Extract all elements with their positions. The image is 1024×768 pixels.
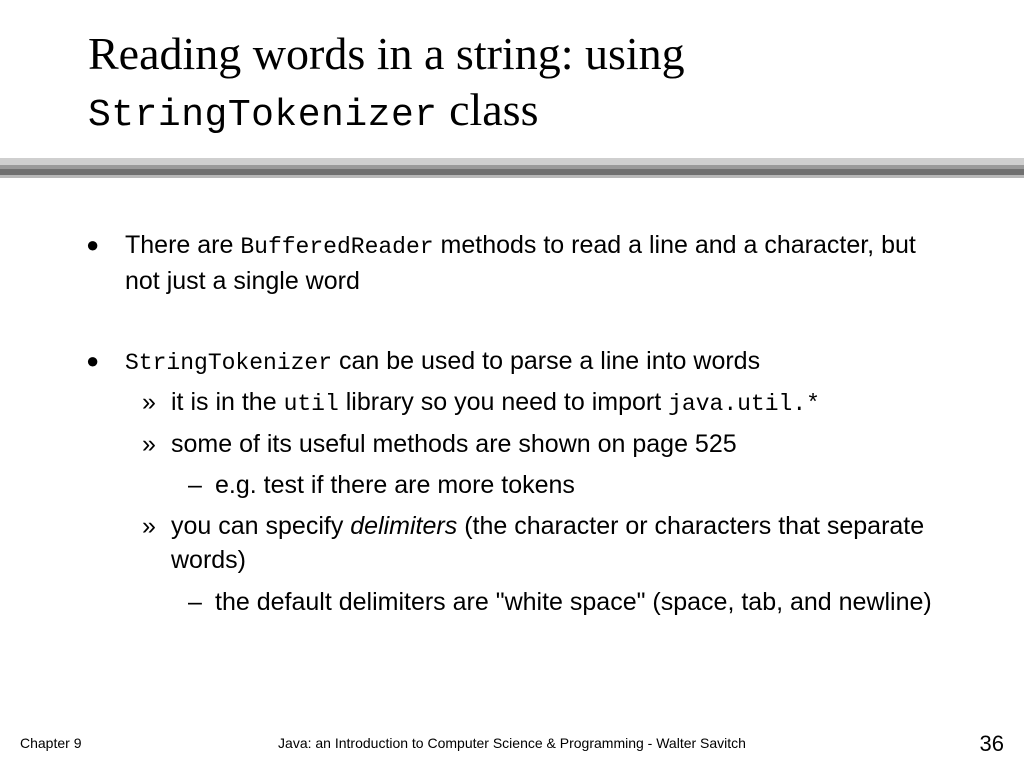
sub-sub-bullet-text: the default delimiters are "white space" (space, tab, and newline): [215, 588, 932, 616]
sub-sub-bullet-text: e.g. test if there are more tokens: [215, 471, 575, 499]
bullet-text: methods to read a line and a character, but not just a single word: [125, 231, 916, 295]
bullet-text: There are: [125, 231, 241, 259]
sub-bullet-chevron-icon: »: [142, 430, 156, 458]
sub-bullet-code: util: [283, 391, 339, 417]
sub-bullet-text: library so you need to import: [338, 388, 669, 416]
bullet-code: BufferedReader: [240, 234, 434, 260]
bullet-item: [86, 228, 925, 298]
sub-bullet-item: [142, 385, 951, 421]
bullet-code: StringTokenizer: [125, 350, 333, 376]
sub-bullet-item: [142, 509, 951, 577]
title-line-1: Reading words in a string: using: [88, 28, 685, 79]
sub-bullet-text: some of its useful methods are shown on page 525: [171, 430, 737, 458]
title-code: StringTokenizer: [88, 94, 438, 137]
sub-bullet-text: you can specify: [171, 512, 351, 540]
sub-bullet-text: (the character or characters that separate words): [171, 512, 925, 574]
bullet-dot-icon: ●: [86, 232, 100, 257]
sub-bullet-item: [142, 427, 951, 461]
bullet-dot-icon: ●: [86, 348, 100, 373]
footer-book-title: Java: an Introduction to Computer Science & Programming - Walter Savitch: [278, 735, 746, 751]
sub-bullet-text: it is in the: [171, 388, 284, 416]
title-tail: class: [437, 84, 539, 135]
sub-bullet-code: java.util.*: [668, 391, 820, 417]
dash-bullet-icon: –: [188, 471, 202, 499]
bullet-item: [86, 344, 925, 380]
sub-bullet-chevron-icon: »: [142, 388, 156, 416]
sub-bullet-emphasis: delimiters: [350, 512, 458, 540]
bullet-text: can be used to parse a line into words: [332, 347, 761, 375]
footer-page-number: 36: [979, 731, 1004, 756]
sub-sub-bullet-item: [188, 468, 935, 502]
sub-sub-bullet-item: [188, 585, 935, 619]
footer-chapter: Chapter 9: [20, 735, 82, 751]
dash-bullet-icon: –: [188, 588, 202, 616]
sub-bullet-chevron-icon: »: [142, 512, 156, 540]
